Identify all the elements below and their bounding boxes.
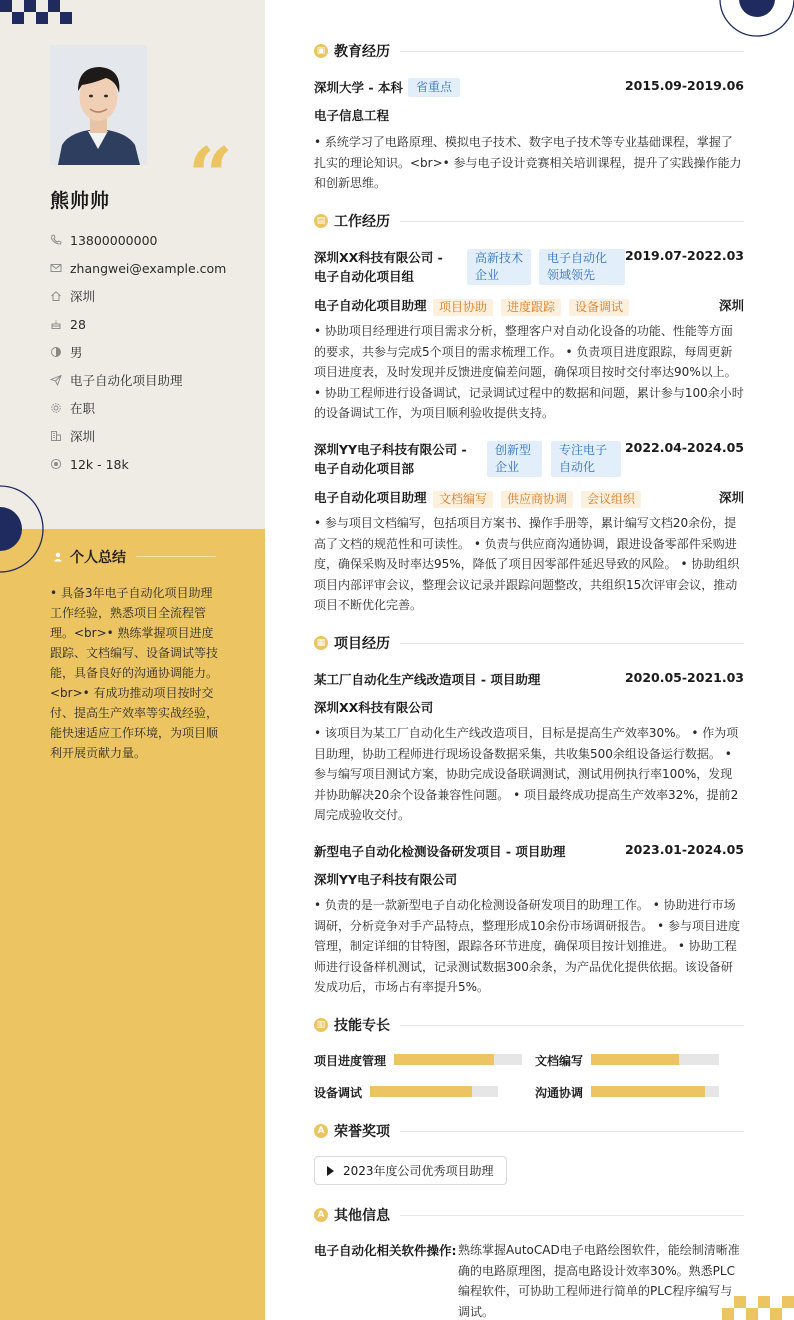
work-city: 深圳 bbox=[718, 490, 744, 505]
age-text: 28 bbox=[70, 316, 86, 332]
project-desc: • 该项目为某工厂自动化生产线改造项目，目标是提高生产效率30%。 • 作为项目助理，协助工程师进行现场设备数据采集，共收集500余组设备运行数据。 • 参与编写项目测试方案，协助完成设备联调测试，测试用例执行率100%，发现并协助解决20余个设备兼容性问题。 • 项目最终成功提高生产效率32%，提前2周完成验收交付。 bbox=[314, 726, 739, 822]
company-tag: 高新技术企业 bbox=[467, 249, 531, 285]
gear-icon bbox=[50, 402, 62, 414]
awards-heading bbox=[314, 1121, 744, 1141]
project-date: 2020.05-2021.03 bbox=[624, 670, 744, 685]
contact-info bbox=[50, 226, 226, 478]
company-tag: 电子自动化领域领先 bbox=[539, 249, 625, 285]
building-icon bbox=[50, 430, 62, 442]
projects-heading bbox=[314, 633, 744, 653]
section-divider bbox=[400, 221, 744, 222]
school-tag: 省重点 bbox=[408, 78, 460, 97]
work-date: 2022.04-2024.05 bbox=[624, 440, 744, 455]
info-icon: A bbox=[314, 1208, 328, 1222]
company-tag: 创新型企业 bbox=[487, 441, 542, 477]
email-text: zhangwei@example.com bbox=[70, 260, 227, 276]
skill-tag: 会议组织 bbox=[581, 491, 641, 508]
send-icon bbox=[50, 374, 62, 386]
education-date: 2015.09-2019.06 bbox=[624, 78, 744, 93]
avatar bbox=[50, 45, 147, 165]
work-desc: • 协助项目经理进行项目需求分析，整理客户对自动化设备的功能、性能等方面的要求，共参与完成5个项目的需求梳理工作。 • 负责项目进度跟踪，每周更新项目进度表，及时发现并反馈进度偏差问题，确保项目按时交付率达90%以上。 • 协助工程师进行设备调试，记录调试过程中的数据和问题，累计参与100余小时的设备调试工作，为项目顺利验收提供支持。 bbox=[314, 324, 744, 420]
email-icon bbox=[50, 262, 62, 274]
cake-icon bbox=[50, 318, 62, 330]
work-title: 工作经历 bbox=[334, 214, 390, 230]
info-salary bbox=[50, 450, 226, 478]
skills-heading bbox=[314, 1015, 744, 1035]
user-icon bbox=[52, 551, 64, 563]
other-label: 电子自动化相关软件操作: bbox=[314, 1243, 457, 1258]
skill-name: 文档编写 bbox=[535, 1054, 584, 1068]
grid-icon: ▦ bbox=[314, 636, 328, 650]
skill-name: 沟通协调 bbox=[535, 1086, 584, 1100]
section-divider bbox=[400, 1131, 744, 1132]
education-heading bbox=[314, 41, 744, 61]
phone-text: 13800000000 bbox=[70, 232, 158, 248]
project-date: 2023.01-2024.05 bbox=[624, 842, 744, 857]
skills-title: 技能专长 bbox=[334, 1018, 390, 1034]
award-text: 2023年度公司优秀项目助理 bbox=[343, 1164, 494, 1178]
work-date: 2019.07-2022.03 bbox=[624, 248, 744, 263]
summary-heading bbox=[52, 547, 126, 567]
skill-bar bbox=[394, 1054, 522, 1065]
play-icon bbox=[327, 1166, 334, 1176]
skill-bar-fill bbox=[394, 1054, 494, 1065]
other-title: 其他信息 bbox=[334, 1208, 390, 1224]
work-desc: • 参与项目文档编写，包括项目方案书、操作手册等，累计编写文档20余份，提高了文档的规范性和可读性。 • 负责与供应商沟通协调，跟进设备零部件采购进度，确保采购及时率达95%，降低了项目因零部件延迟导致的风险。 • 协助组织项目内部评审会议，整理会议记录并跟踪问题整改，共组织15次评审会议，推动项目不断优化完善。 bbox=[314, 516, 740, 612]
project-company: 深圳XX科技有限公司 bbox=[314, 700, 434, 715]
skill-tag: 文档编写 bbox=[433, 491, 493, 508]
skill-bar-fill bbox=[591, 1054, 679, 1065]
awards-title: 荣誉奖项 bbox=[334, 1124, 390, 1140]
gender-text: 男 bbox=[70, 345, 83, 360]
skill-bar-fill bbox=[370, 1086, 472, 1097]
checker-decoration-top bbox=[0, 0, 75, 24]
skill-tag: 项目协助 bbox=[433, 299, 493, 316]
skill-bar bbox=[591, 1086, 719, 1097]
coin-icon bbox=[50, 458, 62, 470]
education-icon: ▣ bbox=[314, 44, 328, 58]
work-role: 电子自动化项目助理 bbox=[314, 490, 427, 505]
info-target-city bbox=[50, 422, 226, 450]
home-icon bbox=[50, 290, 62, 302]
work-skill-tags bbox=[433, 488, 649, 508]
award-item bbox=[314, 1156, 507, 1185]
skill-tag: 进度跟踪 bbox=[501, 299, 561, 316]
profile-name: 熊帅帅 bbox=[50, 190, 111, 212]
skill-name: 项目进度管理 bbox=[314, 1054, 387, 1068]
circle-decoration-right bbox=[718, 0, 794, 38]
position-text: 电子自动化项目助理 bbox=[70, 373, 183, 388]
quote-icon: “ bbox=[188, 131, 233, 222]
checker-decoration-bottom bbox=[722, 1296, 794, 1320]
company-tag: 专注电子自动化 bbox=[551, 441, 621, 477]
project-name: 某工厂自动化生产线改造项目 - 项目助理 bbox=[314, 672, 541, 687]
summary-title: 个人总结 bbox=[70, 550, 126, 566]
section-divider bbox=[400, 643, 744, 644]
status-text: 在职 bbox=[70, 401, 96, 416]
major: 电子信息工程 bbox=[314, 108, 390, 123]
info-email bbox=[50, 254, 226, 282]
info-status bbox=[50, 394, 226, 422]
skill-bar bbox=[591, 1054, 719, 1065]
summary-divider bbox=[136, 556, 216, 557]
location-text: 深圳 bbox=[70, 289, 96, 304]
section-divider bbox=[400, 1215, 744, 1216]
info-phone bbox=[50, 226, 226, 254]
info-gender bbox=[50, 338, 226, 366]
section-divider bbox=[400, 51, 744, 52]
briefcase-icon: ▤ bbox=[314, 214, 328, 228]
project-company: 深圳YY电子科技有限公司 bbox=[314, 872, 458, 887]
work-role: 电子自动化项目助理 bbox=[314, 298, 427, 313]
other-heading bbox=[314, 1205, 744, 1225]
work-company: 深圳XX科技有限公司 - 电子自动化项目组 bbox=[314, 250, 443, 284]
education-desc: • 系统学习了电路原理、模拟电子技术、数字电子技术等专业基础课程，掌握了扎实的理论知识。<br>• 参与电子设计竞赛相关培训课程，提升了实践操作能力和创新思维。 bbox=[314, 135, 742, 190]
info-position bbox=[50, 366, 226, 394]
target-city-text: 深圳 bbox=[70, 429, 96, 444]
skill-tag: 设备调试 bbox=[569, 299, 629, 316]
award-icon: A bbox=[314, 1124, 328, 1138]
skill-name: 设备调试 bbox=[314, 1086, 363, 1100]
project-name: 新型电子自动化检测设备研发项目 - 项目助理 bbox=[314, 844, 566, 859]
work-city: 深圳 bbox=[718, 298, 744, 313]
summary-text: • 具备3年电子自动化项目助理工作经验，熟悉项目全流程管理。<br>• 熟练掌握项目进度跟踪、文档编写、设备调试等技能，具备良好的沟通协调能力。<br>• 有成功推动项目按时交付、提高生产效率等实战经验，能快速适应工作环境，为项目顺利开展贡献力量。 bbox=[50, 586, 219, 760]
phone-icon bbox=[50, 234, 62, 246]
gender-icon bbox=[50, 346, 62, 358]
circle-decoration-left bbox=[0, 484, 44, 574]
school-name: 深圳大学 - 本科 bbox=[314, 80, 403, 95]
salary-text: 12k - 18k bbox=[70, 456, 129, 472]
projects-title: 项目经历 bbox=[334, 636, 390, 652]
info-age bbox=[50, 310, 226, 338]
chart-icon: ▥ bbox=[314, 1018, 328, 1032]
skill-bar-fill bbox=[591, 1086, 705, 1097]
work-company: 深圳YY电子科技有限公司 - 电子自动化项目部 bbox=[314, 442, 467, 476]
section-divider bbox=[400, 1025, 744, 1026]
skill-bar bbox=[370, 1086, 498, 1097]
education-title: 教育经历 bbox=[334, 44, 390, 60]
other-text: 熟练掌握AutoCAD电子电路绘图软件，能绘制清晰准确的电路原理图，提高电路设计效率30%。熟悉PLC编程软件，可协助工程师进行简单的PLC程序编写与调试。 bbox=[458, 1243, 740, 1319]
info-location bbox=[50, 282, 226, 310]
skill-tag: 供应商协调 bbox=[501, 491, 573, 508]
project-desc: • 负责的是一款新型电子自动化检测设备研发项目的助理工作。 • 协助进行市场调研，分析竞争对手产品特点，整理形成10余份市场调研报告。 • 参与项目进度管理，制定详细的甘特图，跟踪各环节进度，确保项目按计划推进。 • 协助工程师进行设备样机测试，记录测试数据300余条，为产品优化提供依据。该设备研发成功后，市场占有率提升5%。 bbox=[314, 898, 740, 994]
work-heading bbox=[314, 211, 744, 231]
work-skill-tags bbox=[433, 296, 637, 316]
